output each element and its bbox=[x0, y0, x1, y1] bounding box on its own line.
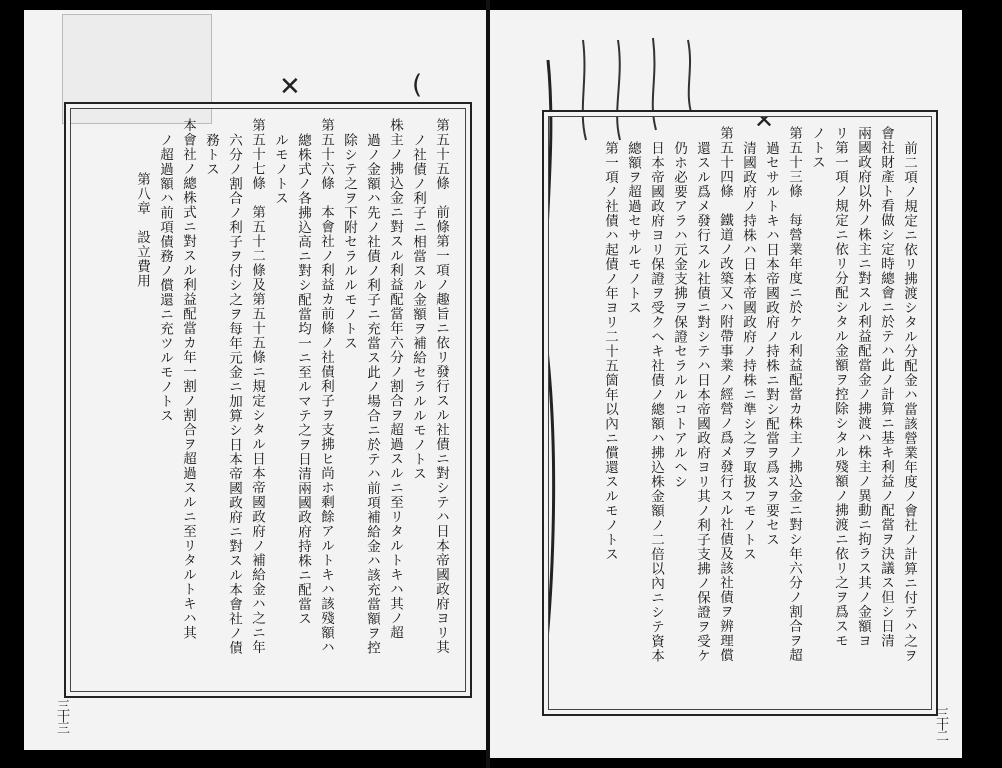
left-page-body bbox=[130, 118, 452, 678]
text-column: 株主ノ拂込金ニ對スル利益配當年六分ノ割合ヲ超過スルニ至リタルトキハ其ノ超 bbox=[387, 118, 403, 640]
text-column: 會社財產ト看做シ定時總會ニ於テハ此ノ計算ニ基キ利益ノ配當ヲ決議ス但シ日清 bbox=[878, 126, 894, 648]
page-number: 三十三 bbox=[54, 699, 69, 732]
text-column: 總株式ノ各拂込高ニ對シ配當均一ニ至ルマテ之ヲ日清兩國政府持株ニ配當ス bbox=[295, 132, 311, 626]
handwritten-x-mark: ✕ bbox=[754, 106, 775, 134]
right-page bbox=[490, 10, 962, 758]
text-column: 第五十三條 每營業年度ニ於ケル利益配當カ株主ノ拂込金ニ對シ年六分ノ割合ヲ超 bbox=[786, 126, 802, 663]
text-column: 本會社ノ總株式ニ對スル利益配當カ年一割ノ割合ヲ超過スルニ至リタルトキハ其 bbox=[180, 118, 196, 640]
text-column: 兩國政府以外ノ株主ニ對スル利益配當金ノ拂渡ハ株主ノ異動ニ拘ラス其ノ金額ヨ bbox=[855, 126, 871, 648]
text-column: 還スル爲メ發行スル社債ニ對シテハ日本帝國政府ヨリ其ノ利子支拂ノ保證ヲ受ケ bbox=[694, 140, 710, 663]
text-column: 第一項ノ社債ハ起債ノ年ヨリ二十五箇年以內ニ償還スルモノトス bbox=[602, 140, 618, 562]
text-column: ノ超過額ハ前項債務ノ償還ニ充ツルモノトス bbox=[157, 132, 173, 423]
text-column: ルモノトス bbox=[272, 132, 288, 206]
handwritten-stroke-mark: ( bbox=[412, 70, 423, 100]
text-column: 過セサルトキハ日本帝國政府ノ持株ニ對シ配當ヲ爲スヲ要セス bbox=[763, 140, 779, 547]
text-column: 六分ノ割合ノ利子ヲ付シ之ヲ每年元金ニ加算シ日本帝國政府ニ對スル本會社ノ債 bbox=[226, 132, 242, 655]
text-column: 日本帝國政府ヨリ保證ヲ受クヘキ社債ノ總額ハ拂込株金額ノ二倍以內ニシテ資本 bbox=[648, 140, 664, 663]
text-column: 第五十四條 鐵道ノ改築又ハ附帶事業ノ經營ノ爲メ發行スル社債及該社債ヲ辨理償 bbox=[717, 126, 733, 663]
text-column: ノトス bbox=[809, 126, 825, 170]
text-column: 總額ヲ超過セサルモノトス bbox=[625, 140, 641, 315]
handwritten-x-mark: ✕ bbox=[279, 72, 301, 102]
text-frame bbox=[64, 102, 472, 698]
text-column: 第五十五條 前條第一項ノ趣旨ニ依リ發行スル社債ニ對シテハ日本帝國政府ヨリ其 bbox=[433, 118, 449, 655]
text-column: 第五十六條 本會社ノ利益カ前條ノ社債利子ヲ支拂ヒ尚ホ剩餘アルトキハ該殘額ハ bbox=[318, 118, 334, 655]
right-page-body bbox=[598, 126, 920, 696]
text-column: 仍ホ必要アラハ元金支拂ヲ保證セラルルコトアルヘシ bbox=[671, 140, 687, 489]
chapter-heading: 第八章 設立費用 bbox=[134, 172, 150, 288]
text-column: 第五十七條 第五十二條及第五十五條ニ規定シタル日本帝國政府ノ補給金ハ之ニ年 bbox=[249, 118, 265, 655]
text-column: 務トス bbox=[203, 132, 219, 177]
left-page bbox=[24, 10, 486, 750]
text-column: リ第一項ノ規定ニ依リ分配シタル金額ヲ控除シタル殘額ノ拂渡ニ依リ之ヲ爲スモ bbox=[832, 126, 848, 648]
text-column: 前二項ノ規定ニ依リ拂渡シタル分配金ハ當該營業年度ノ會社ノ計算ニ付テハ之ヲ bbox=[901, 140, 917, 663]
text-column: 過ノ金額ハ先ノ社債ノ利子ニ充當ス此ノ場合ニ於テハ前項補給金ハ該充當額ヲ控 bbox=[364, 132, 380, 655]
text-column: 除シテ之ヲ下附セラルルモノトス bbox=[341, 132, 357, 351]
text-frame bbox=[542, 110, 938, 716]
text-column: ノ社債ノ利子ニ相當スル金額ヲ補給セラルルモノトス bbox=[410, 132, 426, 481]
page-number: 三十二 bbox=[933, 707, 948, 740]
text-column: 清國政府ノ持株ハ日本帝國政府ノ持株ニ準シ之ヲ取扱フモノトス bbox=[740, 140, 756, 562]
